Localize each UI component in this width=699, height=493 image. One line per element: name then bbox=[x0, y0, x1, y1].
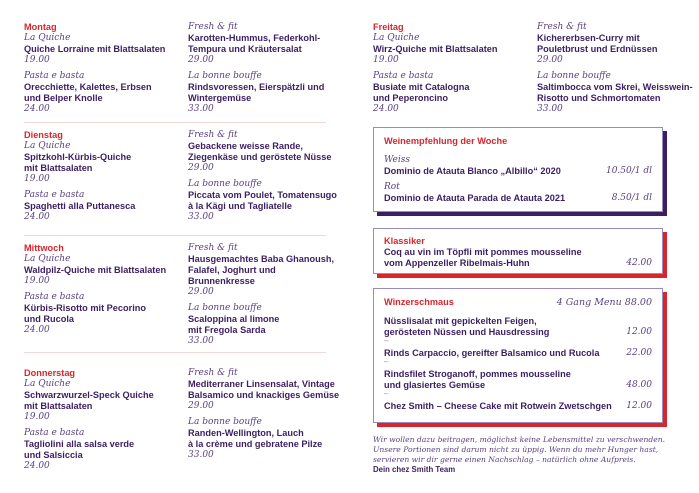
day-name: Donnerstag bbox=[24, 368, 76, 378]
menu-item bbox=[24, 379, 184, 423]
menu-category: Pasta e basta bbox=[24, 190, 85, 200]
wine-name: Dominio de Atauta Parada de Atauta 2021 bbox=[384, 193, 566, 203]
course-price: 12.00 bbox=[626, 401, 652, 411]
winzerschmaus-box bbox=[373, 288, 663, 423]
day-divider bbox=[24, 352, 326, 353]
wine-recommendation-box bbox=[373, 127, 663, 212]
menu-dish-line: Balsamico und knackiges Gemüse bbox=[188, 390, 340, 400]
menu-price: 19.00 bbox=[24, 412, 50, 422]
course-separator: – bbox=[384, 336, 389, 345]
menu-dish-line: Waldpilz-Quiche mit Blattsalaten bbox=[24, 265, 167, 275]
menu-item bbox=[188, 22, 348, 66]
course-dish-line: Rindsfilet Stroganoff, pommes mousseline bbox=[384, 369, 571, 379]
course-price: 12.00 bbox=[626, 327, 652, 337]
day-column-left bbox=[24, 243, 184, 341]
day-column-right bbox=[188, 243, 348, 352]
klassiker-dish-line: Coq au vin im Töpfli mit pommes mousseline bbox=[384, 247, 582, 257]
menu-category: La Quiche bbox=[24, 379, 71, 389]
menu-item bbox=[24, 33, 184, 66]
footer-line: servieren wir dir gerne einen Nachschlag – natürlich ohne Aufpreis. bbox=[373, 455, 636, 464]
wine-box-title: Weinempfehlung der Woche bbox=[384, 136, 508, 146]
menu-category: Fresh & fit bbox=[188, 243, 238, 253]
menu-price: 19.00 bbox=[24, 174, 50, 184]
menu-category: Fresh & fit bbox=[188, 22, 238, 32]
menu-price: 19.00 bbox=[24, 55, 50, 65]
menu-item bbox=[188, 368, 348, 412]
menu-dish-line: und Rucola bbox=[24, 314, 75, 324]
day-column-left bbox=[24, 130, 184, 228]
menu-dish-line: à la Kägi und Tagliatelle bbox=[188, 201, 292, 211]
menu-dish-line: Spitzkohl-Kürbis-Quiche bbox=[24, 152, 132, 162]
menu-dish-line: à la crème und gebratene Pilze bbox=[188, 439, 323, 449]
menu-item bbox=[24, 141, 184, 185]
menu-item bbox=[24, 292, 184, 336]
menu-item bbox=[373, 71, 533, 115]
day-column-left bbox=[373, 22, 533, 120]
menu-dish-line: Busiate mit Catalogna bbox=[373, 82, 470, 92]
course-separator: – bbox=[384, 357, 389, 366]
menu-item bbox=[24, 71, 184, 115]
wine-name: Dominio de Atauta Blanco „Albillo“ 2020 bbox=[384, 166, 561, 176]
footer-line: Unsere Portionen sind darum nicht zu üppig. Wenn du mehr Hunger hast, bbox=[373, 445, 659, 454]
menu-dish-line: Ziegenkäse und geröstete Nüsse bbox=[188, 152, 332, 162]
menu-item bbox=[188, 179, 348, 223]
wine-price: 8.50/1 dl bbox=[611, 193, 652, 203]
menu-dish-line: Gebackene weisse Rande, bbox=[188, 141, 303, 151]
menu-price: 19.00 bbox=[24, 276, 50, 286]
menu-price: 24.00 bbox=[24, 325, 50, 335]
menu-dish-line: Wintergemüse bbox=[188, 93, 252, 103]
menu-price: 29.00 bbox=[188, 401, 214, 411]
menu-price: 29.00 bbox=[188, 55, 214, 65]
menu-price: 33.00 bbox=[188, 450, 214, 460]
wine-item bbox=[384, 166, 652, 177]
menu-dish-line: Hausgemachtes Baba Ghanoush, bbox=[188, 254, 335, 264]
menu-item bbox=[188, 130, 348, 174]
menu-price: 19.00 bbox=[373, 55, 399, 65]
menu-category: Pasta e basta bbox=[24, 292, 85, 302]
menu-item bbox=[537, 22, 697, 66]
klassiker-price: 42.00 bbox=[626, 258, 652, 268]
menu-item bbox=[24, 428, 184, 472]
day-name: Mittwoch bbox=[24, 243, 64, 253]
day-column-right bbox=[188, 130, 348, 228]
winzerschmaus-courses bbox=[384, 316, 652, 416]
menu-dish-line: Kichererbsen-Curry mit bbox=[537, 33, 640, 43]
menu-dish-line: Tempura und Kräutersalat bbox=[188, 44, 302, 54]
day-column-right bbox=[188, 22, 348, 120]
menu-category: Pasta e basta bbox=[373, 71, 434, 81]
menu-dish-line: mit Fregola Sarda bbox=[188, 325, 266, 335]
course-separator: – bbox=[384, 389, 389, 398]
menu-dish-line: Wirz-Quiche mit Blattsalaten bbox=[373, 44, 498, 54]
day-column-left bbox=[24, 368, 184, 477]
menu-price: 33.00 bbox=[188, 336, 214, 346]
menu-item bbox=[537, 71, 697, 115]
menu-dish-line: Quiche Lorraine mit Blattsalaten bbox=[24, 44, 166, 54]
klassiker-row bbox=[384, 258, 652, 269]
footer-note bbox=[373, 435, 673, 475]
menu-dish-line: Kürbis-Risotto mit Pecorino bbox=[24, 303, 146, 313]
menu-dish-line: Mediterraner Linsensalat, Vintage bbox=[188, 379, 335, 389]
menu-category: Pasta e basta bbox=[24, 71, 85, 81]
course-row bbox=[384, 327, 652, 338]
menu-category: La Quiche bbox=[24, 254, 71, 264]
menu-category: La Quiche bbox=[24, 141, 71, 151]
menu-item bbox=[188, 243, 348, 298]
day-divider bbox=[24, 122, 326, 123]
menu-category: La bonne bouffe bbox=[188, 417, 262, 427]
menu-dish-line: und Belper Knolle bbox=[24, 93, 103, 103]
course-item bbox=[384, 316, 652, 348]
menu-item bbox=[24, 190, 184, 223]
menu-dish-line: Pouletbrust und Erdnüssen bbox=[537, 44, 658, 54]
menu-category: La bonne bouffe bbox=[188, 303, 262, 313]
menu-category: Fresh & fit bbox=[188, 130, 238, 140]
menu-price: 29.00 bbox=[188, 163, 214, 173]
footer-line: Wir wollen dazu beitragen, möglichst keine Lebensmittel zu verschwenden. bbox=[373, 435, 666, 444]
menu-price: 33.00 bbox=[188, 104, 214, 114]
menu-item bbox=[373, 33, 533, 66]
day-name: Montag bbox=[24, 22, 57, 32]
klassiker-title: Klassiker bbox=[384, 236, 425, 246]
wine-category: Weiss bbox=[384, 155, 410, 165]
wine-category: Rot bbox=[384, 182, 400, 192]
menu-price: 33.00 bbox=[188, 212, 214, 222]
menu-category: La bonne bouffe bbox=[188, 71, 262, 81]
menu-category: La Quiche bbox=[373, 33, 420, 43]
menu-dish-line: mit Blattsalaten bbox=[24, 163, 93, 173]
menu-price: 24.00 bbox=[373, 104, 399, 114]
menu-dish-line: Scaloppina al limone bbox=[188, 314, 280, 324]
menu-category: La bonne bouffe bbox=[537, 71, 611, 81]
menu-category: Fresh & fit bbox=[537, 22, 587, 32]
day-column-right bbox=[188, 368, 348, 466]
klassiker-dish-line: vom Appenzeller Ribelmais-Huhn bbox=[384, 258, 530, 268]
menu-dish-line: Spaghetti alla Puttanesca bbox=[24, 201, 136, 211]
menu-dish-line: Schwarzwurzel-Speck Quiche bbox=[24, 390, 154, 400]
menu-dish-line: Randen-Wellington, Lauch bbox=[188, 428, 304, 438]
menu-item bbox=[188, 417, 348, 461]
menu-price: 24.00 bbox=[24, 104, 50, 114]
course-dish-line: und glasiertes Gemüse bbox=[384, 380, 486, 390]
course-item bbox=[384, 348, 652, 369]
menu-dish-line: Rindsvoressen, Eierspätzli und bbox=[188, 82, 325, 92]
day-column-right bbox=[537, 22, 697, 120]
menu-dish-line: Falafel, Joghurt und bbox=[188, 265, 276, 275]
winzerschmaus-header bbox=[384, 297, 652, 308]
course-row bbox=[384, 401, 652, 412]
course-row bbox=[384, 380, 652, 391]
menu-dish-line: Karotten-Hummus, Federkohl- bbox=[188, 33, 321, 43]
menu-dish-line: und Peperoncino bbox=[373, 93, 449, 103]
spacer bbox=[384, 412, 652, 416]
day-divider bbox=[24, 235, 326, 236]
menu-dish-line: Brunnenkresse bbox=[188, 276, 255, 286]
menu-price: 24.00 bbox=[24, 461, 50, 471]
course-dish-line: Chez Smith – Cheese Cake mit Rotwein Zwetschgen bbox=[384, 401, 612, 411]
course-dish-line: Rinds Carpaccio, gereifter Balsamico und Rucola bbox=[384, 348, 600, 358]
menu-dish-line: Piccata vom Poulet, Tomatensugo bbox=[188, 190, 337, 200]
menu-category: La bonne bouffe bbox=[188, 179, 262, 189]
menu-category: Pasta e basta bbox=[24, 428, 85, 438]
menu-category: Fresh & fit bbox=[188, 368, 238, 378]
day-column-left bbox=[24, 22, 184, 120]
menu-dish-line: Orecchiette, Kalettes, Erbsen bbox=[24, 82, 152, 92]
menu-dish-line: Risotto und Schmortomaten bbox=[537, 93, 661, 103]
course-row bbox=[384, 348, 652, 359]
wine-item bbox=[384, 193, 652, 204]
wine-price: 10.50/1 dl bbox=[605, 166, 652, 176]
menu-dish-line: Saltimbocca vom Skrei, Weisswein- bbox=[537, 82, 693, 92]
winzerschmaus-title: Winzerschmaus bbox=[384, 297, 454, 307]
menu-dish-line: und Salsiccia bbox=[24, 450, 83, 460]
course-price: 48.00 bbox=[626, 380, 652, 390]
menu-price: 33.00 bbox=[537, 104, 563, 114]
menu-item bbox=[188, 303, 348, 347]
footer-signature: Dein chez Smith Team bbox=[373, 465, 456, 474]
menu-price: 29.00 bbox=[188, 287, 214, 297]
menu-dish-line: mit Blattsalaten bbox=[24, 401, 93, 411]
menu-dish-line: Tagliolini alla salsa verde bbox=[24, 439, 135, 449]
course-item bbox=[384, 369, 652, 401]
menu-category: La Quiche bbox=[24, 33, 71, 43]
menu-item bbox=[188, 71, 348, 115]
course-dish-line: gerösteten Nüssen und Hausdressing bbox=[384, 327, 550, 337]
day-name: Freitag bbox=[373, 22, 404, 32]
menu-item bbox=[24, 254, 184, 287]
winzerschmaus-menu-price: 4 Gang Menu 88.00 bbox=[556, 297, 652, 308]
course-dish-line: Nüsslisalat mit gepickelten Feigen, bbox=[384, 316, 537, 326]
course-price: 22.00 bbox=[626, 348, 652, 358]
course-item bbox=[384, 401, 652, 416]
menu-price: 29.00 bbox=[537, 55, 563, 65]
day-name: Dienstag bbox=[24, 130, 63, 140]
klassiker-box bbox=[373, 228, 663, 274]
menu-price: 24.00 bbox=[24, 212, 50, 222]
